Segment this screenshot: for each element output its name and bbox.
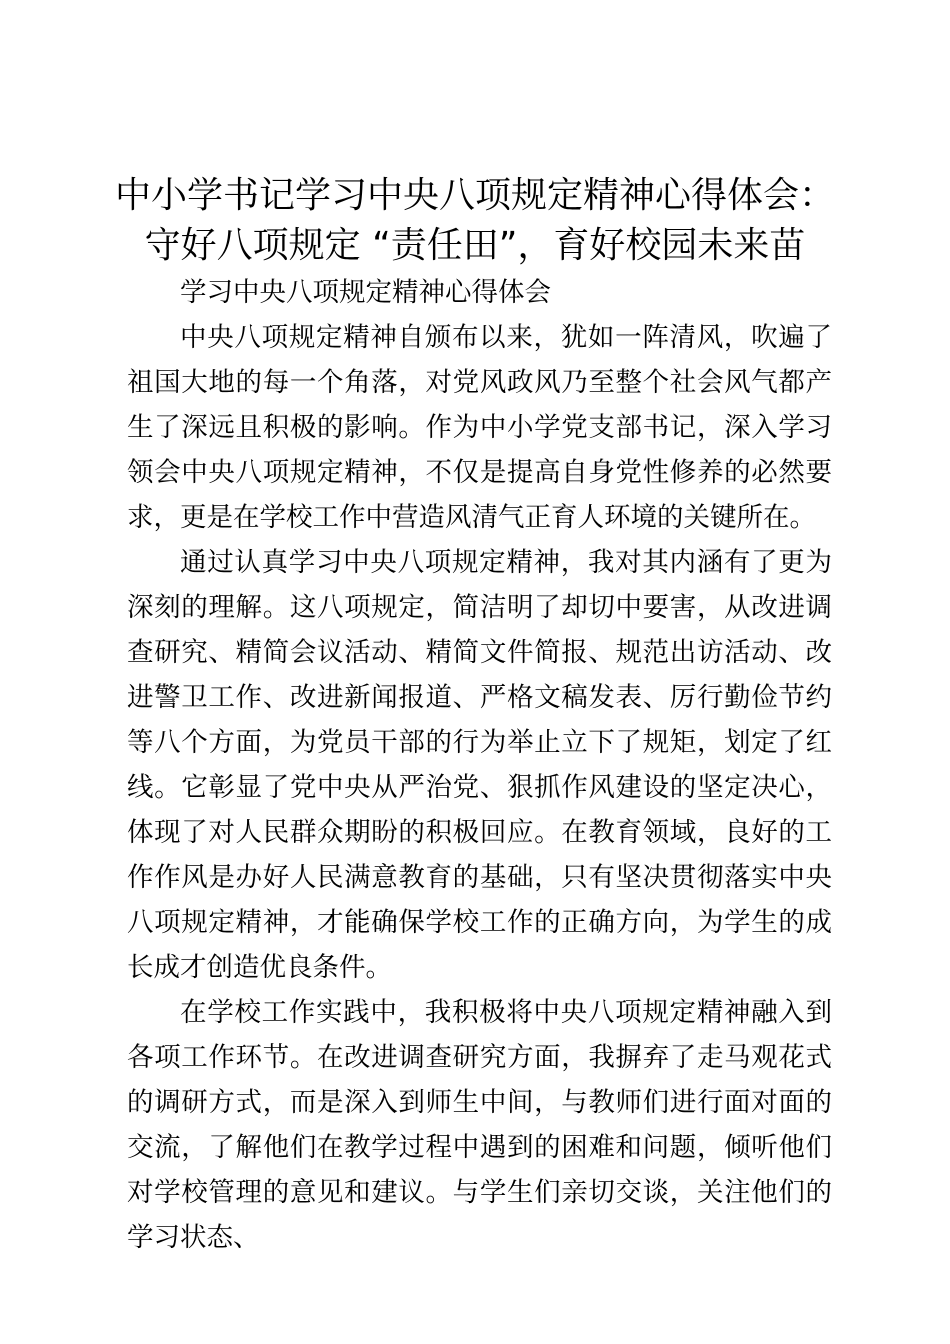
- paragraph-2: 通过认真学习中央八项规定精神，我对其内涵有了更为深刻的理解。这八项规定，简洁明了却切中要害，从改进调查研究、精简会议活动、精简文件简报、规范出访活动、改进警卫工作、改进新闻报道、严格文稿发表、厉行勤俭节约等八个方面，为党员干部的行为举止立下了规矩，划定了红线。它彰显了党中央从严治党、狠抓作风建设的坚定决心，体现了对人民群众期盼的积极回应。在教育领域，良好的工作作风是办好人民满意教育的基础，只有坚决贯彻落实中央八项规定精神，才能确保学校工作的正确方向，为学生的成长成才创造优良条件。: [127, 547, 832, 983]
- paragraph-3: 在学校工作实践中，我积极将中央八项规定精神融入到各项工作环节。在改进调查研究方面，我摒弃了走马观花式的调研方式，而是深入到师生中间，与教师们进行面对面的交流，了解他们在教学过程中遇到的困难和问题，倾听他们对学校管理的意见和建议。与学生们亲切交谈，关注他们的学习状态、: [127, 997, 832, 1253]
- document-title-line-2: 守好八项规定 “责任田”，育好校园未来苗: [144, 225, 806, 266]
- document-title-line-1: 中小学书记学习中央八项规定精神心得体会：: [114, 175, 835, 216]
- paragraph-1: 中央八项规定精神自颁布以来，犹如一阵清风，吹遍了祖国大地的每一个角落，对党风政风乃至整个社会风气都产生了深远且积极的影响。作为中小学党支部书记，深入学习领会中央八项规定精神，不仅是提高自身党性修养的必然要求，更是在学校工作中营造风清气正育人环境的关键所在。: [127, 322, 832, 533]
- document-body: [127, 270, 832, 1260]
- document-subtitle: 学习中央八项规定精神心得体会: [180, 277, 551, 308]
